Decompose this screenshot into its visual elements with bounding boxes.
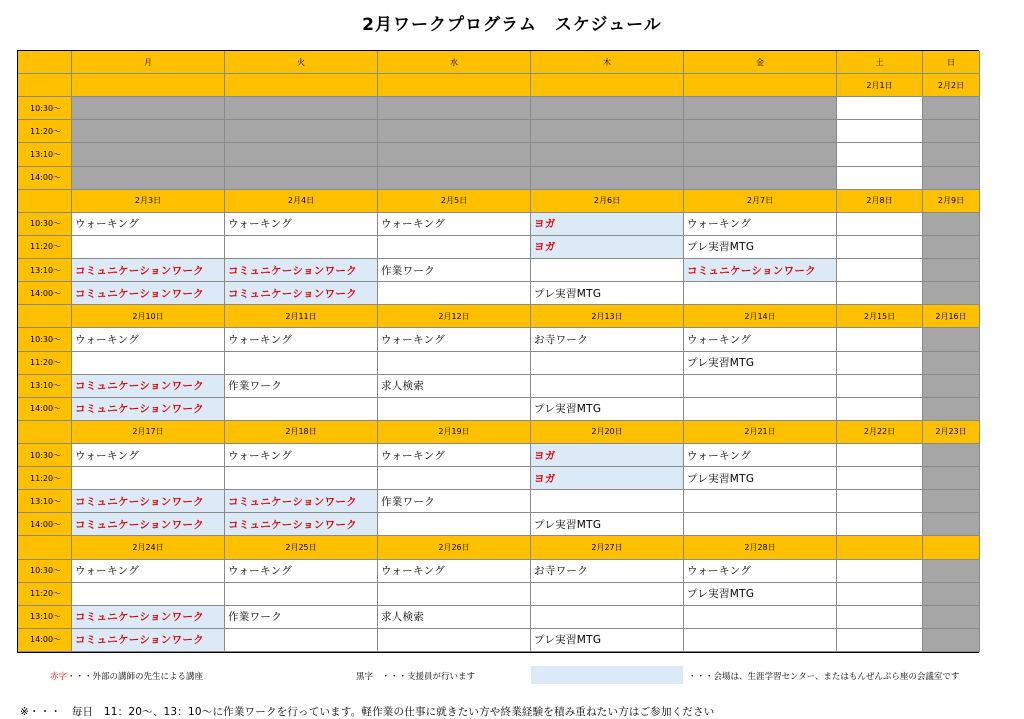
- program-cell: ウォーキング: [378, 560, 531, 583]
- program-cell: プレ実習MTG: [531, 629, 684, 652]
- empty-cell: [837, 560, 923, 583]
- time-label: 11:20～: [18, 120, 72, 143]
- program-cell: プレ実習MTG: [684, 467, 837, 490]
- date-header: [837, 536, 923, 559]
- program-cell: ウォーキング: [72, 213, 225, 236]
- empty-cell: [225, 583, 378, 606]
- program-cell: お寺ワーク: [531, 560, 684, 583]
- program-cell: コミュニケーションワーク: [72, 606, 225, 629]
- program-cell: ウォーキング: [684, 444, 837, 467]
- time-label: 11:20～: [18, 467, 72, 490]
- empty-cell: [378, 513, 531, 536]
- empty-cell: [837, 490, 923, 513]
- program-cell: ウォーキング: [378, 444, 531, 467]
- time-label: 14:00～: [18, 282, 72, 305]
- date-header: 2月28日: [684, 536, 837, 559]
- date-header: [923, 536, 980, 559]
- legend: [0, 664, 1024, 684]
- time-label: 10:30～: [18, 328, 72, 351]
- empty-cell: [72, 167, 225, 190]
- day-header: 火: [225, 51, 378, 74]
- date-header: 2月18日: [225, 421, 378, 444]
- empty-cell: [684, 143, 837, 166]
- date-header: 2月5日: [378, 190, 531, 213]
- program-cell: コミュニケーションワーク: [72, 398, 225, 421]
- empty-cell: [837, 259, 923, 282]
- date-header: 2月27日: [531, 536, 684, 559]
- empty-cell: [225, 236, 378, 259]
- empty-cell: [684, 513, 837, 536]
- empty-cell: [378, 629, 531, 652]
- empty-cell: [378, 282, 531, 305]
- empty-cell: [684, 167, 837, 190]
- empty-cell: [531, 352, 684, 375]
- program-cell: コミュニケーションワーク: [72, 259, 225, 282]
- legend-staff: 黒字 ・・・支援員が行います: [356, 672, 476, 682]
- date-header: 2月11日: [225, 305, 378, 328]
- empty-cell: [225, 398, 378, 421]
- time-label: 13:10～: [18, 375, 72, 398]
- date-row-label: [18, 305, 72, 328]
- empty-cell: [837, 513, 923, 536]
- date-header: 2月19日: [378, 421, 531, 444]
- page-title: 2月ワークプログラム スケジュール: [362, 15, 662, 35]
- time-label: 13:10～: [18, 143, 72, 166]
- empty-cell: [531, 120, 684, 143]
- date-header: 2月21日: [684, 421, 837, 444]
- empty-cell: [225, 120, 378, 143]
- empty-cell: [837, 606, 923, 629]
- date-header: [531, 74, 684, 97]
- empty-cell: [684, 375, 837, 398]
- date-header: 2月3日: [72, 190, 225, 213]
- date-header: 2月4日: [225, 190, 378, 213]
- empty-cell: [923, 606, 980, 629]
- empty-cell: [72, 583, 225, 606]
- day-header: 水: [378, 51, 531, 74]
- empty-cell: [684, 282, 837, 305]
- empty-cell: [684, 97, 837, 120]
- empty-cell: [923, 629, 980, 652]
- time-label: 14:00～: [18, 167, 72, 190]
- date-header: [225, 74, 378, 97]
- program-cell: コミュニケーションワーク: [684, 259, 837, 282]
- program-cell: コミュニケーションワーク: [225, 513, 378, 536]
- program-cell: プレ実習MTG: [684, 236, 837, 259]
- date-row-label: [18, 421, 72, 444]
- empty-cell: [378, 352, 531, 375]
- date-header: [72, 74, 225, 97]
- date-header: 2月10日: [72, 305, 225, 328]
- legend-venue: ・・・会場は、生涯学習センター、またはもんぜんぷら座の会議室です: [688, 672, 960, 682]
- empty-cell: [923, 490, 980, 513]
- empty-cell: [837, 120, 923, 143]
- empty-cell: [531, 606, 684, 629]
- empty-cell: [378, 97, 531, 120]
- program-cell: コミュニケーションワーク: [225, 282, 378, 305]
- program-cell: 求人検索: [378, 606, 531, 629]
- time-label: 10:30～: [18, 444, 72, 467]
- empty-cell: [923, 167, 980, 190]
- program-cell: 作業ワーク: [225, 375, 378, 398]
- time-label: 13:10～: [18, 259, 72, 282]
- empty-cell: [684, 490, 837, 513]
- date-header: 2月20日: [531, 421, 684, 444]
- legend-red-word: 赤字: [50, 672, 68, 682]
- empty-cell: [225, 167, 378, 190]
- empty-cell: [684, 606, 837, 629]
- empty-cell: [531, 583, 684, 606]
- time-label: 14:00～: [18, 513, 72, 536]
- empty-cell: [837, 282, 923, 305]
- empty-cell: [378, 167, 531, 190]
- date-header: 2月9日: [923, 190, 980, 213]
- empty-cell: [72, 120, 225, 143]
- date-row-label: [18, 190, 72, 213]
- program-cell: ウォーキング: [72, 328, 225, 351]
- program-cell: コミュニケーションワーク: [72, 375, 225, 398]
- empty-cell: [225, 352, 378, 375]
- empty-cell: [837, 398, 923, 421]
- empty-cell: [923, 583, 980, 606]
- day-header: 土: [837, 51, 923, 74]
- empty-cell: [531, 97, 684, 120]
- legend-external: [50, 670, 203, 682]
- date-row-label: [18, 74, 72, 97]
- day-header: 月: [72, 51, 225, 74]
- empty-cell: [72, 236, 225, 259]
- empty-cell: [378, 143, 531, 166]
- program-cell: プレ実習MTG: [684, 352, 837, 375]
- program-cell: お寺ワーク: [531, 328, 684, 351]
- empty-cell: [225, 143, 378, 166]
- empty-cell: [923, 352, 980, 375]
- empty-cell: [378, 467, 531, 490]
- empty-cell: [72, 97, 225, 120]
- empty-cell: [837, 328, 923, 351]
- empty-cell: [923, 467, 980, 490]
- empty-cell: [837, 352, 923, 375]
- empty-cell: [837, 143, 923, 166]
- empty-cell: [531, 167, 684, 190]
- program-cell: コミュニケーションワーク: [72, 629, 225, 652]
- empty-cell: [72, 143, 225, 166]
- program-cell: 作業ワーク: [378, 490, 531, 513]
- date-header: 2月6日: [531, 190, 684, 213]
- empty-cell: [837, 236, 923, 259]
- program-cell: 求人検索: [378, 375, 531, 398]
- time-label: 11:20～: [18, 352, 72, 375]
- program-cell: コミュニケーションワーク: [225, 259, 378, 282]
- program-cell: プレ実習MTG: [531, 282, 684, 305]
- empty-cell: [923, 375, 980, 398]
- empty-cell: [923, 398, 980, 421]
- program-cell: ウォーキング: [378, 328, 531, 351]
- date-row-label: [18, 536, 72, 559]
- date-header: [684, 74, 837, 97]
- date-header: 2月23日: [923, 421, 980, 444]
- time-label: 13:10～: [18, 606, 72, 629]
- empty-cell: [378, 398, 531, 421]
- program-cell: コミュニケーションワーク: [72, 513, 225, 536]
- program-cell: ウォーキング: [225, 560, 378, 583]
- time-label: 10:30～: [18, 97, 72, 120]
- empty-cell: [923, 120, 980, 143]
- empty-cell: [837, 583, 923, 606]
- empty-cell: [923, 143, 980, 166]
- time-label: 11:20～: [18, 236, 72, 259]
- empty-cell: [378, 583, 531, 606]
- date-header: 2月24日: [72, 536, 225, 559]
- date-header: 2月7日: [684, 190, 837, 213]
- empty-cell: [72, 467, 225, 490]
- program-cell: プレ実習MTG: [531, 398, 684, 421]
- program-cell: ウォーキング: [684, 328, 837, 351]
- empty-cell: [531, 490, 684, 513]
- footnote: ※・・・ 毎日 11：20～、13：10～に作業ワークを行っています。軽作業の仕事に就きたい方や終業経験を積み重ねたい方はご参加ください: [20, 706, 715, 718]
- empty-cell: [837, 213, 923, 236]
- empty-cell: [531, 375, 684, 398]
- program-cell: コミュニケーションワーク: [72, 282, 225, 305]
- program-cell: プレ実習MTG: [684, 583, 837, 606]
- day-header: 木: [531, 51, 684, 74]
- empty-cell: [225, 97, 378, 120]
- empty-cell: [923, 444, 980, 467]
- empty-cell: [225, 467, 378, 490]
- time-label: 13:10～: [18, 490, 72, 513]
- date-header: 2月2日: [923, 74, 980, 97]
- empty-cell: [531, 259, 684, 282]
- empty-cell: [923, 213, 980, 236]
- empty-cell: [837, 467, 923, 490]
- empty-cell: [684, 120, 837, 143]
- program-cell: ヨガ: [531, 213, 684, 236]
- date-header: [378, 74, 531, 97]
- date-header: 2月12日: [378, 305, 531, 328]
- program-cell: 作業ワーク: [378, 259, 531, 282]
- program-cell: ヨガ: [531, 236, 684, 259]
- time-label: 14:00～: [18, 629, 72, 652]
- program-cell: ウォーキング: [684, 560, 837, 583]
- empty-cell: [923, 328, 980, 351]
- time-label: 11:20～: [18, 583, 72, 606]
- program-cell: ヨガ: [531, 467, 684, 490]
- date-header: 2月8日: [837, 190, 923, 213]
- program-cell: ウォーキング: [378, 213, 531, 236]
- corner-cell: [18, 51, 72, 74]
- program-cell: ウォーキング: [72, 444, 225, 467]
- empty-cell: [837, 629, 923, 652]
- program-cell: プレ実習MTG: [531, 513, 684, 536]
- day-header: 日: [923, 51, 980, 74]
- program-cell: 作業ワーク: [225, 606, 378, 629]
- empty-cell: [837, 444, 923, 467]
- day-header: 金: [684, 51, 837, 74]
- empty-cell: [923, 282, 980, 305]
- program-cell: ウォーキング: [72, 560, 225, 583]
- date-header: 2月22日: [837, 421, 923, 444]
- empty-cell: [531, 143, 684, 166]
- empty-cell: [684, 629, 837, 652]
- date-header: 2月1日: [837, 74, 923, 97]
- empty-cell: [378, 236, 531, 259]
- empty-cell: [923, 236, 980, 259]
- empty-cell: [378, 120, 531, 143]
- program-cell: ウォーキング: [225, 444, 378, 467]
- program-cell: ウォーキング: [684, 213, 837, 236]
- date-header: 2月17日: [72, 421, 225, 444]
- date-header: 2月15日: [837, 305, 923, 328]
- empty-cell: [923, 97, 980, 120]
- program-cell: ヨガ: [531, 444, 684, 467]
- time-label: 10:30～: [18, 213, 72, 236]
- date-header: 2月25日: [225, 536, 378, 559]
- program-cell: コミュニケーションワーク: [225, 490, 378, 513]
- time-label: 14:00～: [18, 398, 72, 421]
- date-header: 2月26日: [378, 536, 531, 559]
- program-cell: コミュニケーションワーク: [72, 490, 225, 513]
- empty-cell: [684, 398, 837, 421]
- legend-venue-swatch: [531, 666, 683, 684]
- time-label: 10:30～: [18, 560, 72, 583]
- empty-cell: [923, 513, 980, 536]
- date-header: 2月14日: [684, 305, 837, 328]
- empty-cell: [837, 97, 923, 120]
- legend-red-desc: ・・・外部の講師の先生による講座: [67, 672, 204, 682]
- date-header: 2月16日: [923, 305, 980, 328]
- empty-cell: [837, 375, 923, 398]
- empty-cell: [72, 352, 225, 375]
- empty-cell: [837, 167, 923, 190]
- date-header: 2月13日: [531, 305, 684, 328]
- empty-cell: [923, 259, 980, 282]
- schedule-table: [17, 50, 979, 653]
- program-cell: ウォーキング: [225, 328, 378, 351]
- empty-cell: [923, 560, 980, 583]
- program-cell: ウォーキング: [225, 213, 378, 236]
- empty-cell: [225, 629, 378, 652]
